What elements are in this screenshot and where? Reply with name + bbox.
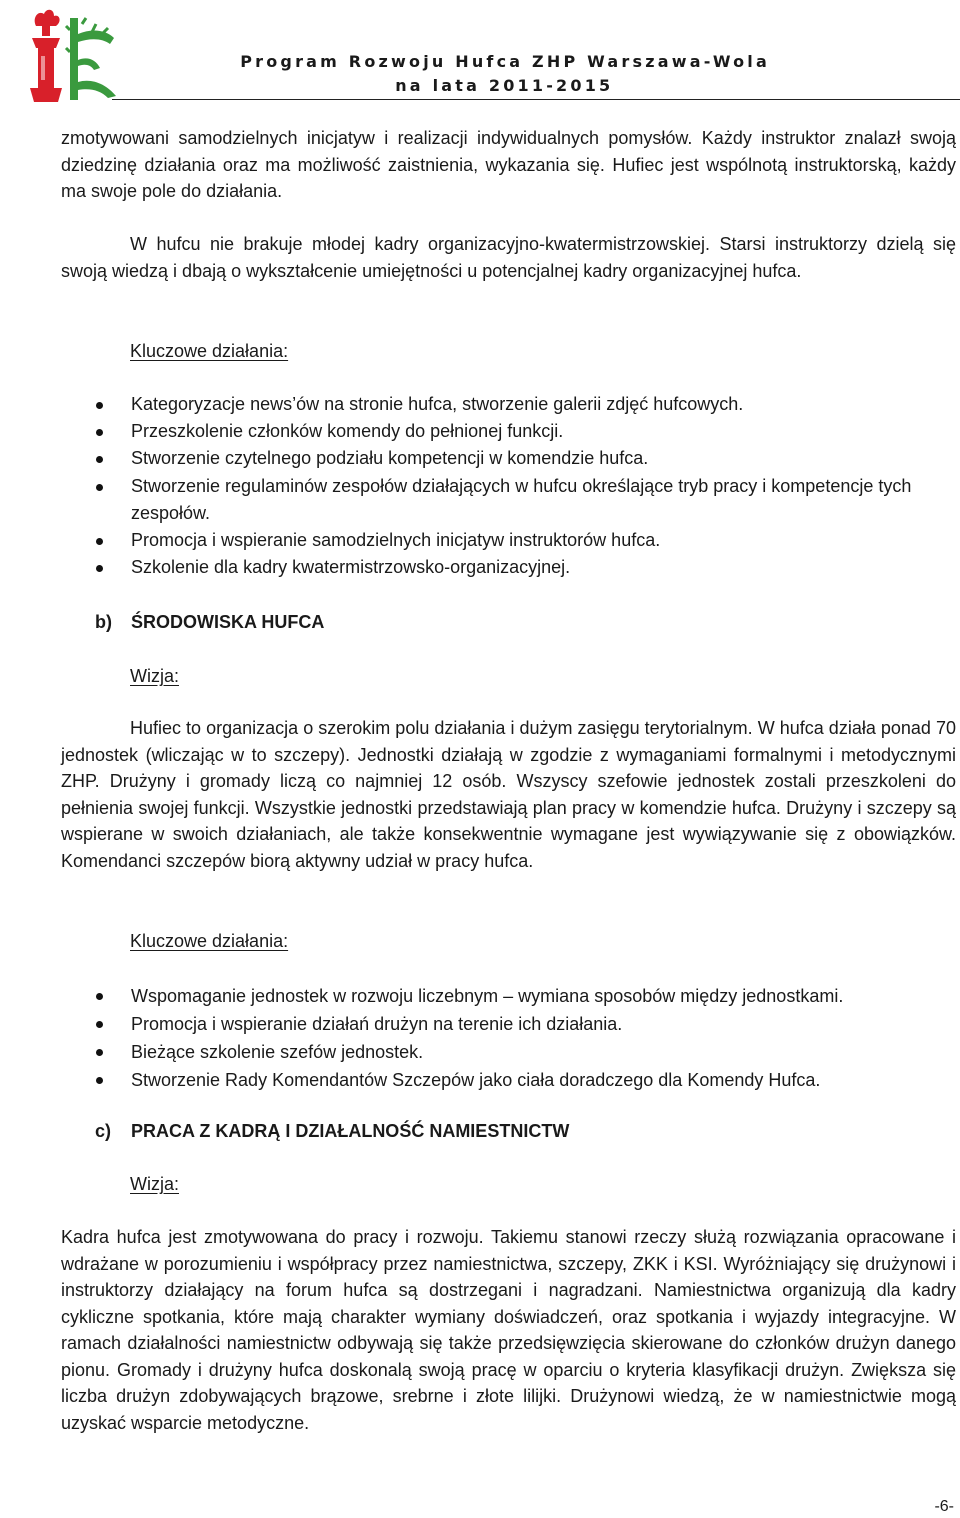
list-item: Promocja i wspieranie działań drużyn na terenie ich działania. <box>94 1010 956 1038</box>
paragraph-intro-1: zmotywowani samodzielnych inicjatyw i realizacji indywidualnych pomysłów. Każdy instruktor znalazł swoją dziedzinę działania oraz ma możliwość zaistnienia, wykazania się. Hufiec jest wspólnotą instruktorską, każdy ma swoje pole do działania. <box>61 128 956 201</box>
key-actions-label: Kluczowe działania: <box>130 931 289 951</box>
list-item: Kategoryzacje news’ów na stronie hufca, stworzenie galerii zdjęć hufcowych. <box>94 391 956 418</box>
vision-paragraph: Hufiec to organizacja o szerokim polu działania i dużym zasięgu terytorialnym. W hufca działa ponad 70 jednostek (wliczając w to szczepy). Jednostki działają w zgodzie z wymaganiami formalnymi i metodycznymi ZHP. Drużyny i gromady liczą co najmniej 12 osób. Wszyscy szefowie jednostek zostali przeszkoleni do pełnienia swojej funkcji. Wszystkie jednostki przedstawiają plan pracy w komendzie hufca. Drużyny i szczepy są wspierane w swoich działaniach, ale także konsekwentnie wymagane jest wywiązywanie się z obowiązków. Komendanci szczepów biorą aktywny udział w pracy hufca. <box>61 718 956 871</box>
vision-paragraph: Kadra hufca jest zmotywowana do pracy i rozwoju. Takiemu stanowi rzeczy służą rozwiązania opracowane i wdrażane w porozumieniu i współpracy przez namiestnictwa, szczepy, ZKK i KSI. Wyróżniający się drużynowi i instruktorzy działający na forum hufca są dostrzegani i nagradzani. Namiestnictwa organizują dla kadry cykliczne spotkania, które mają charakter wymiany doświadczeń, oraz spotkania i wyjazdy integracyjne. W ramach działalności namiestnictw odbywają się także przedsięwzięcia skierowane do członków drużyn danego pionu. Gromady i drużyny hufca doskonalą swoją pracę w oparciu o kryteria klasyfikacji drużyn. Zwiększa się liczba drużyn zdobywających brązowe, srebrne i złote lilijki. Drużynowi wiedzą, że w namiestnictwie mogą uzyskać wsparcie metodyczne. <box>61 1227 956 1433</box>
list-item: Przeszkolenie członków komendy do pełnionej funkcji. <box>94 418 956 445</box>
section-letter: b) <box>95 612 112 632</box>
paragraph-intro-2: W hufcu nie brakuje młodej kadry organizacyjno-kwatermistrzowskiej. Starsi instruktorzy dzielą się swoją wiedzą i dbają o wykształcenie umiejętności u potencjalnej kadry organizacyjnej hufca. <box>61 234 956 281</box>
hufiec-logo-icon <box>22 4 122 108</box>
section-letter: c) <box>95 1121 112 1141</box>
list-item: Bieżące szkolenie szefów jednostek. <box>94 1038 956 1066</box>
list-item: Wspomaganie jednostek w rozwoju liczebnym – wymiana sposobów między jednostkami. <box>94 982 956 1010</box>
list-item: Stworzenie regulaminów zespołów działających w hufcu określające tryb pracy i kompetencje tych zespołów. <box>94 473 956 527</box>
key-actions-list <box>94 391 956 581</box>
header-title-line2: na lata 2011-2015 <box>395 76 614 95</box>
key-actions-list <box>94 982 956 1094</box>
header-title-line1: Program Rozwoju Hufca ZHP Warszawa-Wola <box>240 52 770 71</box>
section-heading-c <box>95 1118 569 1144</box>
list-item: Stworzenie Rady Komendantów Szczepów jako ciała doradczego dla Komendy Hufca. <box>94 1066 956 1094</box>
list-item: Promocja i wspieranie samodzielnych inicjatyw instruktorów hufca. <box>94 527 956 554</box>
header-divider <box>112 99 960 100</box>
section-title: ŚRODOWISKA HUFCA <box>131 612 325 632</box>
list-item: Szkolenie dla kadry kwatermistrzowsko-organizacyjnej. <box>94 554 956 581</box>
vision-label: Wizja: <box>130 666 179 686</box>
document-header-title <box>240 50 770 98</box>
section-title: PRACA Z KADRĄ I DZIAŁALNOŚĆ NAMIESTNICTW <box>131 1121 570 1141</box>
key-actions-label: Kluczowe działania: <box>130 341 289 361</box>
vision-label: Wizja: <box>130 1174 179 1194</box>
page-number: -6- <box>934 1498 954 1515</box>
list-item: Stworzenie czytelnego podziału kompetencji w komendzie hufca. <box>94 445 956 472</box>
section-heading-b <box>95 609 324 635</box>
